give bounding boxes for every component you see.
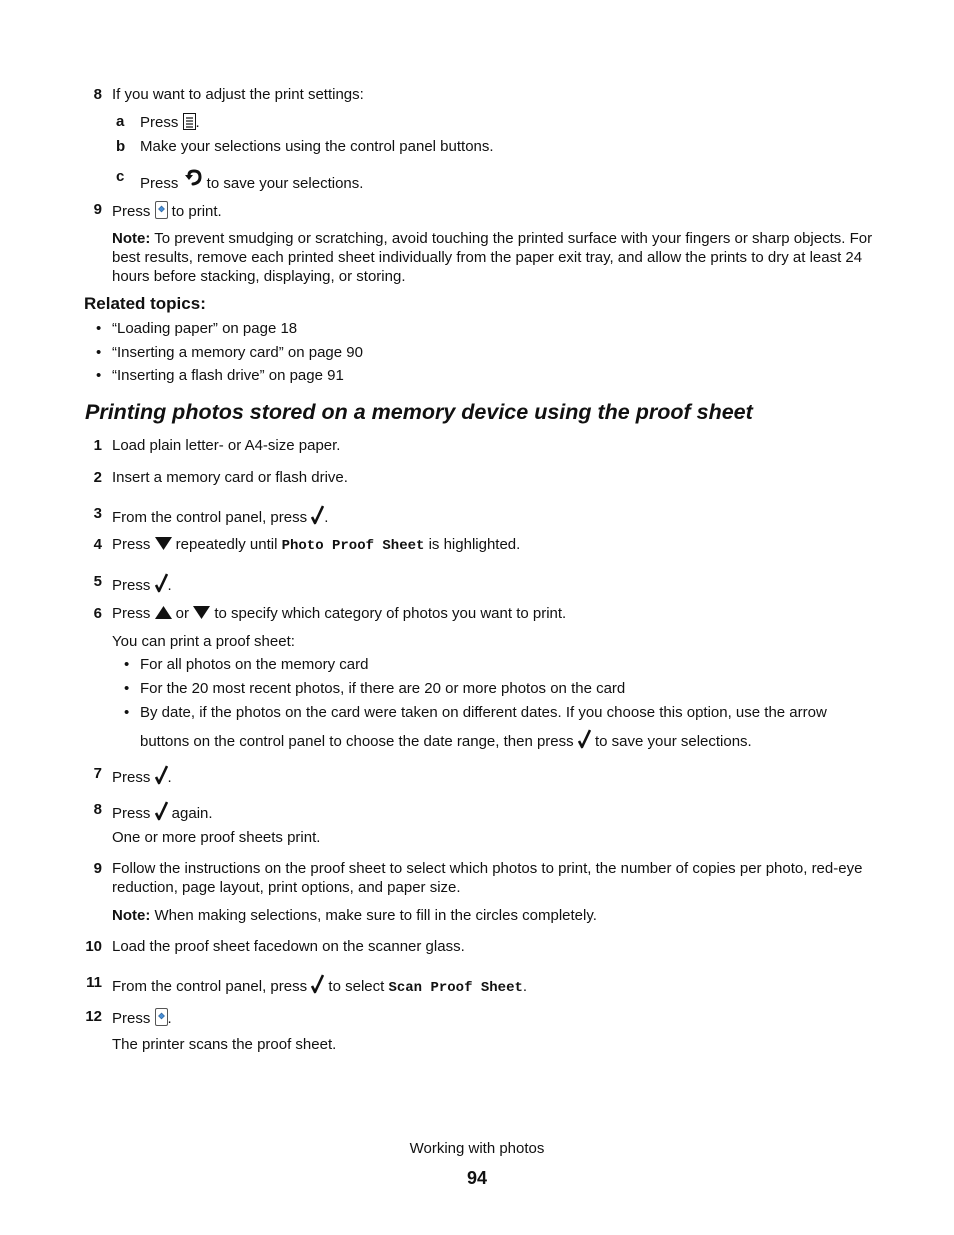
list-item-text: to save your selections.: [590, 733, 752, 750]
step-9: [112, 201, 222, 224]
list-item: For all photos on the memory card: [140, 656, 369, 673]
checkmark-icon: [155, 801, 168, 826]
step-6: [112, 605, 566, 624]
note: [112, 907, 597, 925]
list-item: By date, if the photos on the card were taken on different dates. If you choose this option, use the arrow: [140, 704, 827, 721]
step-text: Load plain letter- or A4-size paper.: [112, 437, 341, 454]
step-text: .: [167, 577, 172, 594]
step-number: 10: [85, 938, 102, 955]
substep-a: [140, 113, 200, 135]
step-number: 12: [85, 1008, 102, 1025]
start-icon: [155, 201, 168, 224]
substep-text: .: [195, 114, 200, 131]
bullet: •: [96, 320, 102, 337]
step-text: If you want to adjust the print settings:: [112, 86, 364, 103]
list-item-continued: [140, 729, 752, 754]
step-12: [112, 1008, 172, 1031]
step-text: From the control panel, press: [112, 509, 312, 526]
step-text: Load the proof sheet facedown on the scanner glass.: [112, 938, 465, 955]
step-number: 9: [93, 860, 102, 877]
up-arrow-icon: [155, 606, 172, 624]
step-number: 5: [93, 573, 102, 590]
related-topics-heading: Related topics:: [84, 294, 206, 313]
step-8: [112, 801, 213, 826]
step-number: 11: [86, 974, 102, 991]
step-paragraph: You can print a proof sheet:: [112, 633, 295, 650]
step-text: to select: [324, 978, 389, 995]
bullet: •: [96, 344, 102, 361]
step-number: 8: [93, 801, 102, 818]
down-arrow-icon: [155, 537, 172, 555]
substep-text: to save your selections.: [202, 175, 364, 192]
substep-letter: c: [116, 168, 125, 185]
bullet: •: [96, 367, 102, 384]
related-link[interactable]: “Inserting a memory card” on page 90: [112, 344, 363, 361]
checkmark-icon: [311, 974, 324, 999]
substep-text: Press: [140, 175, 183, 192]
step-text: Press: [112, 203, 155, 220]
note-label: Note:: [112, 230, 151, 247]
step-number: 8: [93, 86, 102, 103]
step-number: 1: [93, 437, 102, 454]
step-3: [112, 505, 328, 530]
step-7: [112, 765, 172, 790]
substep-letter: b: [116, 138, 126, 155]
step-5: [112, 573, 172, 598]
related-link[interactable]: “Loading paper” on page 18: [112, 320, 298, 337]
step-text: Press: [112, 769, 155, 786]
note-text: To prevent smudging or scratching, avoid touching the printed surface with your fingers or sharp objects. For best results, remove each printed sheet individually from the paper exit tray, and allow the prints to dry at least 24 hours before stacking, displaying, or storing.: [112, 230, 873, 285]
step-text: to print.: [167, 203, 222, 220]
bullet: •: [124, 704, 130, 721]
step-text: Press: [112, 1010, 155, 1027]
step-text: From the control panel, press: [112, 978, 312, 995]
step-paragraph: One or more proof sheets print.: [112, 829, 321, 846]
step-text: to specify which category of photos you want to print.: [210, 605, 567, 622]
note: [112, 229, 876, 286]
section-heading: Printing photos stored on a memory device using the proof sheet: [85, 400, 753, 424]
start-icon: [155, 1008, 168, 1031]
step-text: is highlighted.: [424, 536, 521, 553]
checkmark-icon: [311, 505, 324, 530]
substep-text: Press: [140, 114, 183, 131]
step-text: Insert a memory card or flash drive.: [112, 469, 348, 486]
bullet: •: [124, 656, 130, 673]
step-number: 9: [93, 201, 102, 218]
note-text: When making selections, make sure to fill in the circles completely.: [150, 907, 597, 924]
step-text: .: [167, 1010, 172, 1027]
step-4: [112, 536, 520, 555]
step-number: 6: [93, 605, 102, 622]
step-paragraph: The printer scans the proof sheet.: [112, 1036, 337, 1053]
page-number: 94: [466, 1168, 488, 1188]
menu-option-code: Scan Proof Sheet: [388, 980, 523, 996]
step-number: 7: [93, 765, 102, 782]
bullet: •: [124, 680, 130, 697]
menu-icon: [183, 113, 196, 135]
substep-text: Make your selections using the control panel buttons.: [140, 138, 494, 155]
step-text: Press: [112, 805, 155, 822]
substep-c: [140, 168, 363, 193]
back-icon: [183, 168, 203, 193]
step-text: or: [171, 605, 194, 622]
step-text: .: [324, 509, 329, 526]
step-11: [112, 974, 527, 999]
step-number: 2: [93, 469, 102, 486]
menu-option-code: Photo Proof Sheet: [281, 538, 425, 554]
checkmark-icon: [155, 765, 168, 790]
step-number: 3: [93, 505, 102, 522]
step-text: .: [522, 978, 528, 995]
step-text: Press: [112, 605, 155, 622]
footer-chapter-title: Working with photos: [409, 1140, 545, 1157]
step-text: again.: [167, 805, 213, 822]
list-item-text: buttons on the control panel to choose the date range, then press: [140, 733, 578, 750]
checkmark-icon: [578, 729, 591, 754]
step-number: 4: [93, 536, 102, 553]
note-label: Note:: [112, 907, 151, 924]
down-arrow-icon: [193, 606, 210, 624]
step-text: Follow the instructions on the proof sheet to select which photos to print, the number of copies per photo, red-eye reduction, page layout, print options, and paper size.: [112, 860, 863, 896]
step-text: repeatedly until: [171, 536, 282, 553]
substep-letter: a: [116, 113, 125, 130]
list-item: For the 20 most recent photos, if there are 20 or more photos on the card: [140, 680, 626, 697]
related-link[interactable]: “Inserting a flash drive” on page 91: [112, 367, 344, 384]
checkmark-icon: [155, 573, 168, 598]
step-text: Press: [112, 577, 155, 594]
step-text: Press: [112, 536, 155, 553]
step-text: .: [167, 769, 172, 786]
